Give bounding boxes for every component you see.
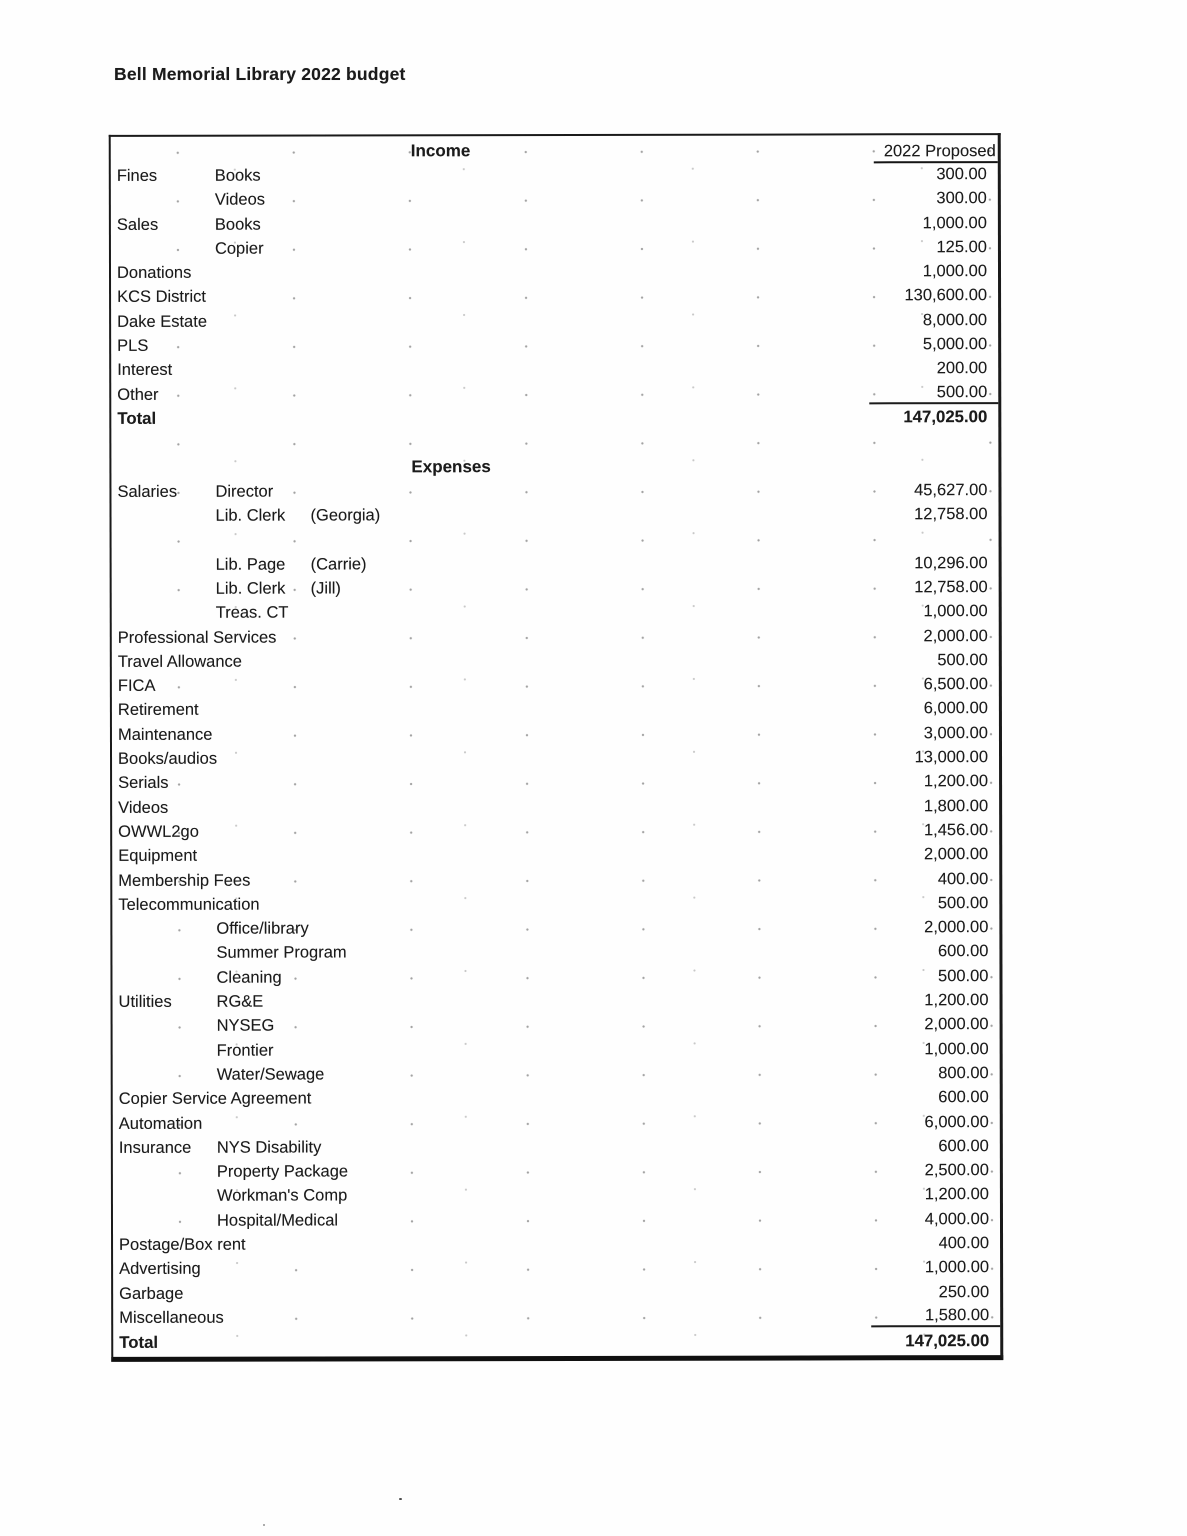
row-amount: 400.00 — [937, 869, 989, 888]
row-category: Utilities — [118, 992, 172, 1011]
row-item: Director — [215, 482, 274, 501]
row-amount: 400.00 — [938, 1234, 990, 1253]
scan-speckle — [263, 1524, 265, 1526]
row-category: Automation — [118, 1114, 203, 1133]
row-note: (Georgia) — [310, 506, 381, 525]
row-amount: 1,000.00 — [923, 602, 988, 621]
table-row — [113, 1061, 1000, 1087]
table-row — [111, 308, 998, 334]
table-row — [112, 867, 999, 893]
table-row — [112, 818, 999, 844]
row-note: (Jill) — [310, 579, 341, 598]
row-amount: 45,627.00 — [914, 480, 988, 500]
row-amount: 600.00 — [938, 1088, 989, 1107]
row-amount: 2,000.00 — [923, 845, 989, 864]
table-row — [113, 1280, 1000, 1306]
table-row — [111, 478, 998, 504]
row-amount: 500.00 — [937, 893, 989, 913]
table-row — [112, 648, 999, 674]
row-category: Donations — [116, 263, 192, 283]
budget-table — [109, 133, 1004, 1362]
scan-speckle — [399, 1498, 402, 1500]
total-row — [113, 1329, 1000, 1355]
row-category: Professional Services — [117, 628, 277, 647]
row-amount: 13,000.00 — [914, 748, 989, 767]
row-item: Property Package — [216, 1162, 349, 1181]
row-amount: 125.00 — [936, 237, 987, 257]
section-title: Expenses — [411, 456, 491, 477]
row-amount: 1,000.00 — [922, 213, 987, 232]
row-amount: 1,580.00 — [871, 1306, 1000, 1327]
row-category: Books/audios — [118, 749, 218, 768]
table-row — [111, 503, 998, 529]
row-amount: 1,000.00 — [924, 1039, 989, 1058]
total-amount: 147,025.00 — [903, 407, 988, 427]
spacer-row — [111, 430, 998, 456]
row-amount: 1,000.00 — [924, 1258, 990, 1277]
row-item: Hospital/Medical — [216, 1211, 339, 1230]
total-label: Total — [117, 409, 157, 429]
row-category: Sales — [116, 215, 159, 234]
table-row — [113, 1037, 1000, 1063]
row-item: Water/Sewage — [216, 1065, 325, 1084]
table-row — [113, 1231, 1000, 1257]
table-row — [111, 357, 998, 383]
table-row — [112, 940, 999, 966]
row-item: NYS Disability — [216, 1138, 322, 1157]
table-row — [111, 260, 998, 286]
row-item: Copier — [214, 239, 264, 258]
row-amount: 6,500.00 — [923, 675, 988, 694]
total-amount: 147,025.00 — [905, 1330, 990, 1350]
table-row — [113, 1304, 1000, 1330]
row-item: RG&E — [216, 992, 264, 1011]
row-category: Advertising — [119, 1260, 201, 1279]
table-row — [112, 551, 999, 577]
table-row — [113, 1110, 1000, 1136]
document-title: Bell Memorial Library 2022 budget — [114, 64, 406, 84]
table-row — [111, 211, 998, 237]
row-category: Garbage — [119, 1284, 184, 1303]
row-amount: 2,000.00 — [924, 918, 989, 937]
section-header-row — [111, 138, 998, 164]
spacer-row — [112, 527, 999, 553]
column-header: 2022 Proposed — [874, 139, 998, 163]
row-item: Books — [214, 166, 261, 185]
row-item: NYSEG — [216, 1016, 275, 1036]
row-amount: 300.00 — [936, 165, 987, 184]
row-amount: 1,200.00 — [923, 772, 989, 791]
row-amount: 250.00 — [938, 1282, 990, 1301]
table-row — [111, 235, 998, 261]
row-category: Other — [117, 385, 159, 404]
row-category: Travel Allowance — [117, 652, 242, 671]
row-item: Office/library — [216, 919, 309, 938]
table-row — [112, 916, 999, 942]
row-amount: 200.00 — [936, 359, 988, 378]
row-note: (Carrie) — [310, 555, 367, 574]
row-amount: 300.00 — [936, 189, 987, 208]
row-category: Fines — [116, 166, 158, 185]
row-category: Serials — [118, 774, 169, 793]
row-item: Lib. Clerk — [215, 579, 286, 598]
table-row — [112, 794, 999, 820]
row-amount: 2,500.00 — [924, 1161, 989, 1180]
row-item: Videos — [214, 190, 266, 209]
table-row — [113, 1013, 1000, 1039]
row-category: PLS — [117, 336, 149, 355]
row-amount: 4,000.00 — [924, 1209, 990, 1228]
table-row — [113, 1159, 1000, 1185]
row-amount: 600.00 — [938, 1136, 989, 1156]
row-amount: 1,200.00 — [924, 991, 989, 1010]
row-category: Maintenance — [117, 725, 213, 744]
row-amount: 800.00 — [938, 1064, 989, 1083]
row-amount: 1,800.00 — [923, 796, 989, 815]
row-amount: 6,000.00 — [923, 699, 988, 718]
section-header-row — [111, 454, 998, 480]
table-row — [112, 697, 999, 723]
row-category: Insurance — [118, 1138, 192, 1157]
total-row — [111, 405, 998, 431]
table-row — [112, 964, 999, 990]
row-item: Frontier — [216, 1041, 274, 1060]
row-category: Equipment — [118, 847, 198, 866]
row-item: Workman's Comp — [216, 1186, 348, 1206]
row-amount: 12,758.00 — [914, 578, 988, 597]
row-category: Miscellaneous — [119, 1308, 224, 1327]
row-amount: 130,600.00 — [904, 286, 988, 305]
row-amount: 3,000.00 — [923, 723, 988, 742]
table-row — [111, 284, 998, 310]
row-category: Membership Fees — [118, 871, 251, 890]
row-amount: 10,296.00 — [914, 553, 988, 572]
row-category: Retirement — [117, 701, 199, 720]
table-row — [112, 770, 999, 796]
table-row — [113, 1207, 1000, 1233]
row-category: Postage/Box rent — [119, 1235, 246, 1254]
table-row — [113, 1256, 1000, 1282]
row-amount: 1,200.00 — [924, 1185, 989, 1204]
row-amount: 600.00 — [937, 942, 989, 961]
row-category: Interest — [117, 361, 173, 380]
table-row — [112, 673, 999, 699]
row-category: OWWL2go — [118, 822, 199, 841]
row-category: Telecommunication — [118, 895, 260, 914]
table-row — [111, 162, 998, 188]
row-amount: 6,000.00 — [924, 1112, 989, 1131]
row-amount: 5,000.00 — [922, 335, 988, 354]
table-row — [112, 600, 999, 626]
table-row — [112, 745, 999, 771]
table-row — [112, 624, 999, 650]
table-row — [112, 721, 999, 747]
row-item: Lib. Clerk — [215, 506, 286, 525]
table-row — [113, 1183, 1000, 1209]
row-amount: 2,000.00 — [923, 626, 988, 645]
row-item: Cleaning — [216, 968, 282, 987]
row-item: Summer Program — [216, 943, 347, 963]
table-row — [113, 1134, 1000, 1160]
row-amount: 500.00 — [937, 650, 988, 670]
row-category: KCS District — [117, 288, 206, 307]
table-row — [113, 988, 1000, 1014]
table-row — [111, 187, 998, 213]
row-amount: 500.00 — [869, 383, 998, 404]
table-row — [111, 332, 998, 358]
row-category: Copier Service Agreement — [118, 1089, 312, 1109]
row-category: FICA — [117, 677, 156, 696]
row-amount: 2,000.00 — [924, 1015, 989, 1034]
row-amount: 12,758.00 — [914, 505, 988, 524]
row-amount: 8,000.00 — [922, 310, 988, 329]
table-row — [113, 1086, 1000, 1112]
row-amount: 1,000.00 — [922, 262, 988, 281]
table-row — [111, 381, 998, 407]
row-item: Treas. CT — [215, 603, 289, 622]
row-category: Videos — [118, 798, 169, 817]
row-category: Dake Estate — [117, 312, 208, 331]
row-amount: 500.00 — [937, 966, 989, 985]
total-label: Total — [119, 1332, 159, 1352]
table-row — [112, 843, 999, 869]
row-amount: 1,456.00 — [923, 821, 989, 840]
table-row — [112, 891, 999, 917]
table-row — [112, 575, 999, 601]
row-item: Lib. Page — [215, 555, 286, 574]
row-item: Books — [214, 215, 261, 234]
section-title: Income — [410, 141, 471, 161]
row-category: Salaries — [117, 482, 178, 501]
